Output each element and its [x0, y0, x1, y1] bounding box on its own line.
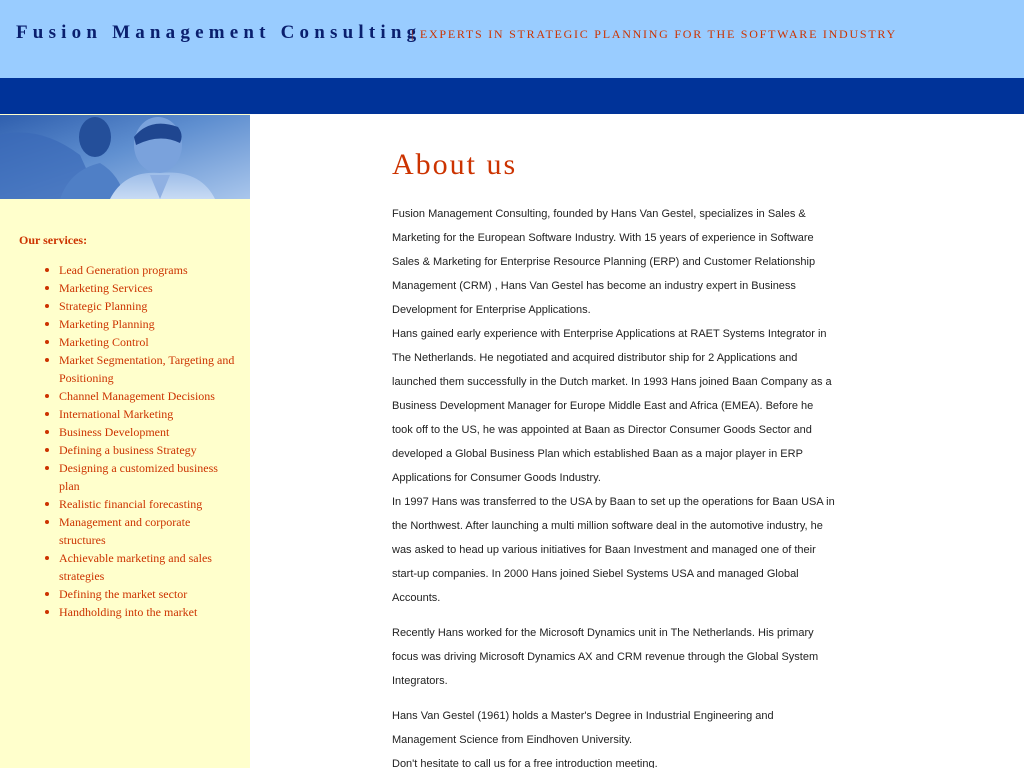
service-item-market-segmentation[interactable]: Market Segmentation, Targeting and Positioning [59, 351, 239, 387]
about-paragraph: Fusion Management Consulting, founded by Hans Van Gestel, specializes in Sales & Marketing for the European Software Industry. With 15 years of experience in Software Sales & Marketing for Enterprise Resource Planning (ERP) and Customer Relationship Management (CRM) , Hans Van Gestel has become an industry expert in Business Development for Enterprise Applications. [392, 208, 816, 316]
about-paragraph: Hans Van Gestel (1961) holds a Master's Degree in Industrial Engineering and Management Science from Eindhoven University. [392, 710, 774, 746]
site-header [0, 0, 1024, 78]
services-list [59, 261, 239, 621]
people-photo-image [0, 115, 250, 199]
service-item-handholding[interactable]: Handholding into the market [59, 603, 239, 621]
header-photo [0, 115, 250, 199]
service-item-channel-management[interactable]: Channel Management Decisions [59, 387, 239, 405]
service-item-corporate-structures[interactable]: Management and corporate structures [59, 513, 239, 549]
about-paragraph: Hans gained early experience with Enterprise Applications at RAET Systems Integrator in The Netherlands. He negotiated and acquired distributor ship for 2 Applications and launched them successfully in the Dutch market. In 1993 Hans joined Baan Company as a Business Development Manager for Europe Middle East and Africa (EMEA). Before he took off to the US, he was appointed at Baan as Director Consumer Goods Sector and developed a Global Business Plan which established Baan as a major player in ERP Applications for Consumer Goods Industry. [392, 328, 832, 484]
service-item-marketing-services[interactable]: Marketing Services [59, 279, 239, 297]
service-item-market-sector[interactable]: Defining the market sector [59, 585, 239, 603]
service-item-international-marketing[interactable]: International Marketing [59, 405, 239, 423]
about-paragraph: Don't hesitate to call us for a free introduction meeting. [392, 758, 658, 768]
service-item-business-strategy[interactable]: Defining a business Strategy [59, 441, 239, 459]
service-item-marketing-planning[interactable]: Marketing Planning [59, 315, 239, 333]
about-paragraph: Recently Hans worked for the Microsoft Dynamics unit in The Netherlands. His primary focus was driving Microsoft Dynamics AX and CRM revenue through the Global System Integrators. [392, 627, 819, 687]
service-item-strategic-planning[interactable]: Strategic Planning [59, 297, 239, 315]
nav-bar [0, 78, 1024, 114]
site-title[interactable]: Fusion Management Consulting [16, 22, 422, 43]
about-paragraph: In 1997 Hans was transferred to the USA by Baan to set up the operations for Baan USA in the Northwest. After launching a multi million software deal in the automotive industry, he was asked to head up various initiatives for Baan Investment and managed one of their start-up companies. In 2000 Hans joined Siebel Systems USA and managed Global Accounts. [392, 496, 835, 604]
page-title: About us [392, 148, 518, 181]
services-heading: Our services: [19, 233, 88, 247]
service-item-marketing-control[interactable]: Marketing Control [59, 333, 239, 351]
main-content [392, 140, 837, 768]
service-item-financial-forecasting[interactable]: Realistic financial forecasting [59, 495, 239, 513]
service-item-business-plan[interactable]: Designing a customized business plan [59, 459, 239, 495]
site-tagline: | EXPERTS IN STRATEGIC PLANNING FOR THE SOFTWARE INDUSTRY [411, 27, 897, 41]
service-item-business-development[interactable]: Business Development [59, 423, 239, 441]
sidebar [0, 114, 250, 768]
service-item-lead-generation[interactable]: Lead Generation programs [59, 261, 239, 279]
service-item-marketing-sales-strategies[interactable]: Achievable marketing and sales strategies [59, 549, 239, 585]
